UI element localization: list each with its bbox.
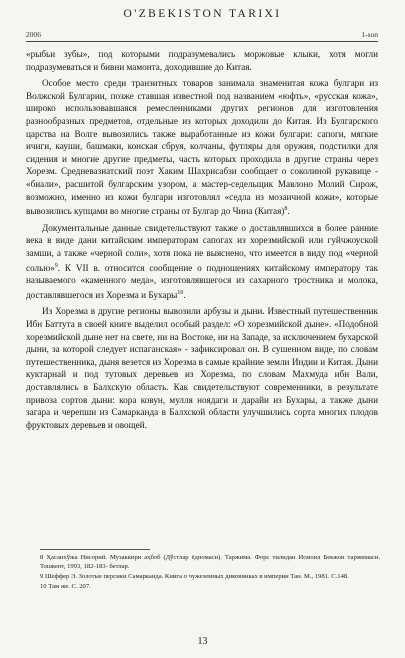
footnote-ref-9: 9 [54,262,58,269]
publication-year: 2006 [26,30,41,39]
paragraph-3-continuation: . К VII в. относится сообщение о подношениях китайскому императору так называемого «каменного меда», изготовлявшегося из сахарного тростника и молока, доставлявшегося из Хорезма и Бухары [26,262,378,300]
footnote-10: 10 Там же. С. 207. [40,583,91,590]
paragraph-2-text: Особое место среди транзитных товаров занимала знаменитая кожа булгари из Волжской Булгарии, позже ставшая известной под названием «юфть», «русская кожа», широко использовавшаяся ремесленниками других регионов для изготовления разнообразных предметов, отдельные из которых доходили до Китая. Из Булгарского царства на Волге вывозились также выработанные из кожи булгари: сапоги, мягкие ичиги, кауши, башмаки, конская сбруя, колчаны, футляры для оружия, подстилки для сидения и многие другие предметы, часть которых проходила в другие страны через Хорезм. Средневазиатский поэт Хаким Шахрисабзи сообщает о соколиной рукавице - «биали», расшитой булгарским узором, а мастер-седельщик Мавлоно Молий Сирож, возможно, именно из кожи булгари изготовлял «седла из мозаичной кожи», которые вывозились купцами во многие страны от Булгар до Чина (Китая) [26,78,378,217]
footnote-8: 8 Ҳасанхўжа Нисорий. Музаккири аҳбоб (Дўстлар ёдномаси). Таржима. Форс тилидан Исмоил Бекжон таржимаси. Тошкент, 1993, 182-183- бетлар. [40,554,380,570]
journal-title: O'ZBEKISTON TARIXI [123,8,282,20]
paragraph-3-text: Документальные данные свидетельствуют также о доставлявшихся в более ранние века в виде дани китайским императорам сапогах из хорезмийской или гуйчжоуской замши, а также «черной соли», хотя пока не выяснено, что имеется в виду под «черной солью» [26,222,378,273]
page-number: 13 [197,636,208,647]
paragraph-1: «рыбьи зубы», под которыми подразумевались моржовые клыки, хотя могли подразумеваться и бивни мамонта, доходившие до Китая. [26,49,378,72]
header-rule [26,41,378,42]
footnotes [40,553,380,592]
paragraph-2: Особое место среди транзитных товаров занимала знаменитая кожа булгари из Волжской Булгарии, позже ставшая известной под названием «юфть», «русская кожа», широко использовавшаяся ремесленниками других регионов для изготовления разнообразных предметов, отдельные из которых доходили до Китая. Из Булгарского царства на Волге вывозились также выработанные из кожи булгари: сапоги, мягкие ичиги, кауши, башмаки, конская сбруя, колчаны, футляры для оружия, подстилки для сидения и многие другие предметы, часть которых проходила в другие страны через Хорезм. Средневазиатский поэт Хаким Шахрисабзи сообщает о соколиной рукавице - «биали», расшитой булгарским узором, а мастер-седельщик Мавлоно Молий Сирож, возможно, именно из кожи булгари изготовлял «седла из мозаичной кожи», которые вывозились купцами во многие страны от Булгар до Чина (Китая)$^8$. [26,78,378,217]
footnote-9: 9 Шеффер Э. Золотые персики Самарканда. Книга о чужеземных диковинках в империи Тан. М., 1981. С.148. [40,573,349,580]
article-body [26,48,378,431]
paragraph-4: Из Хорезма в другие регионы вывозили арбузы и дыни. Известный путешественник Ибн Баттута в своей книге выделил особый раздел: «О хорезмийской дыне». «Подобной хорезмийской дыне нет на свете, ни на Востоке, ни на Западе, за исключением бухарской дыни, за которой следует испаганская» - зафиксировал он. В сушенном виде, по словам путешественника, дыня везется из Хорезма в самые крайние земли Индии и Китая. Дыни куктарнай и под тутовых деревьев из Хорезма, по словам Махмуда ибн Вали, доставлялись в Балхскую область. Как свидетельствуют современники, в результате привоза сортов дыни: кора ковун, мулля ноядаги и дарайи из Бухары, а также дыни загара и черепши из Самарканда в Балхской области улучшились сорта многих плодов фруктовых деревьев и овощей. [26,306,378,430]
footnote-rule [40,549,150,550]
paragraph-3: Документальные данные свидетельствуют также о доставлявшихся в более ранние века в виде дани китайским императорам сапогах из хорезмийской или гуйчжоуской замши, а также «черной соли», хотя пока не выяснено, что имеется в виду под «черной солью»$^9$. К VII в. относится сообщение о подношениях китайскому императору так называемого «каменного меда», изготовлявшегося из сахарного тростника и молока, доставлявшегося из Хорезма и Бухары$^{10}$. [26,222,378,300]
footnote-ref-8: 8 [284,206,288,213]
footnote-ref-10: 10 [177,289,184,296]
issue-number: 1-son [361,30,378,39]
